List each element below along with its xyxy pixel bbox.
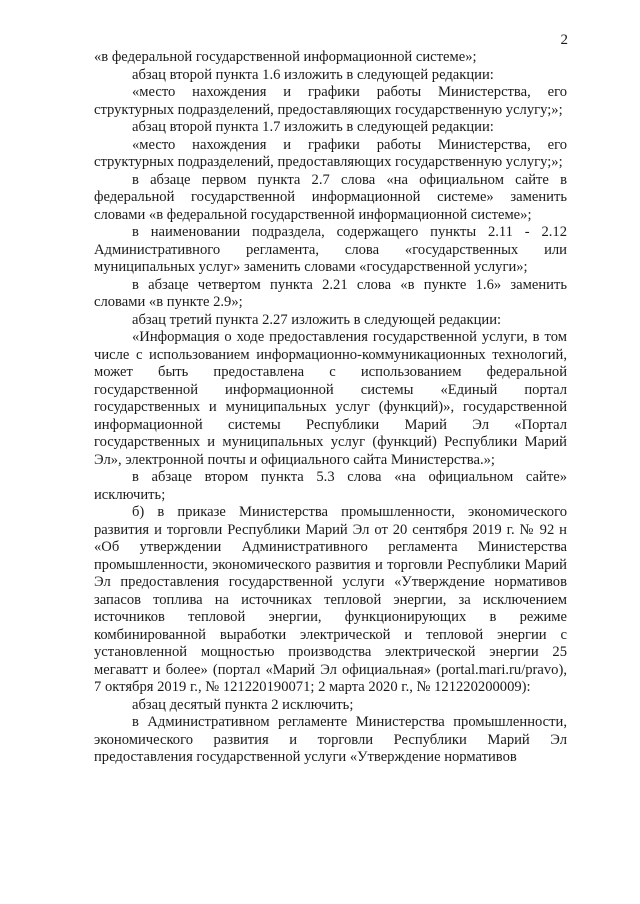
paragraph: «в федеральной государственной информационной системе»; (94, 49, 477, 65)
paragraph: б) в приказе Министерства промышленности, экономического развития и торговли Республики Марий Эл от 20 сентября 2019 г. № 92 н «Об утверждении Административного регламента Министерства промышленности, экономического развития и торговли Республики Марий Эл предоставления государственной услуги «Утверждение нормативов запасов топлива на источниках тепловой энергии, за исключением источников тепловой энергии, функционирующих в режиме комбинированной выработки электрической и тепловой энергии с установленной мощностью производства электрической энергии 25 мегаватт и более» (портал «Марий Эл официальная» (portal.mari.ru/pravo), 7 октября 2019 г., № 121220190071; 2 марта 2020 г., № 121220200009): (94, 504, 567, 695)
paragraph: в абзаце четвертом пункта 2.21 слова «в пункте 1.6» заменить словами «в пункте 2.9»; (94, 276, 567, 310)
paragraph: «место нахождения и графики работы Министерства, его структурных подразделений, предоставляющих государственную услугу;»; (94, 84, 567, 118)
paragraph: в Административном регламенте Министерства промышленности, экономического развития и торговли Республики Марий Эл предоставления государственной услуги «Утверждение нормативов (94, 714, 567, 765)
paragraph: в наименовании подраздела, содержащего пункты 2.11 - 2.12 Административного регламента, слова «государственных или муниципальных услуг» заменить словами «государственной услуги»; (94, 224, 567, 275)
paragraph: «место нахождения и графики работы Министерства, его структурных подразделений, предоставляющих государственную услугу;»; (94, 136, 567, 170)
paragraph: «Информация о ходе предоставления государственной услуги, в том числе с использованием информационно-коммуникационных технологий, может быть предоставлена с использованием федеральной государственной информационной системы «Единый портал государственных и муниципальных услуг (функций)», государственной информационной системы Республики Марий Эл «Портал государственных и муниципальных услуг (функций) Республики Марий Эл», электронной почты и официального сайта Министерства.»; (94, 329, 567, 468)
paragraph: абзац третий пункта 2.27 изложить в следующей редакции: (132, 311, 502, 328)
paragraph: абзац десятый пункта 2 исключить; (132, 696, 354, 713)
paragraph: абзац второй пункта 1.7 изложить в следующей редакции: (132, 119, 494, 135)
paragraph: в абзаце первом пункта 2.7 слова «на официальном сайте в федеральной государственной информационной системе» заменить словами «в федеральной государственной информационной системе»; (94, 171, 567, 223)
paragraph: абзац второй пункта 1.6 изложить в следующей редакции: (132, 66, 494, 83)
paragraph: в абзаце втором пункта 5.3 слова «на официальном сайте» исключить; (94, 469, 567, 503)
document-body (94, 49, 567, 767)
page-number: 2 (560, 32, 568, 48)
